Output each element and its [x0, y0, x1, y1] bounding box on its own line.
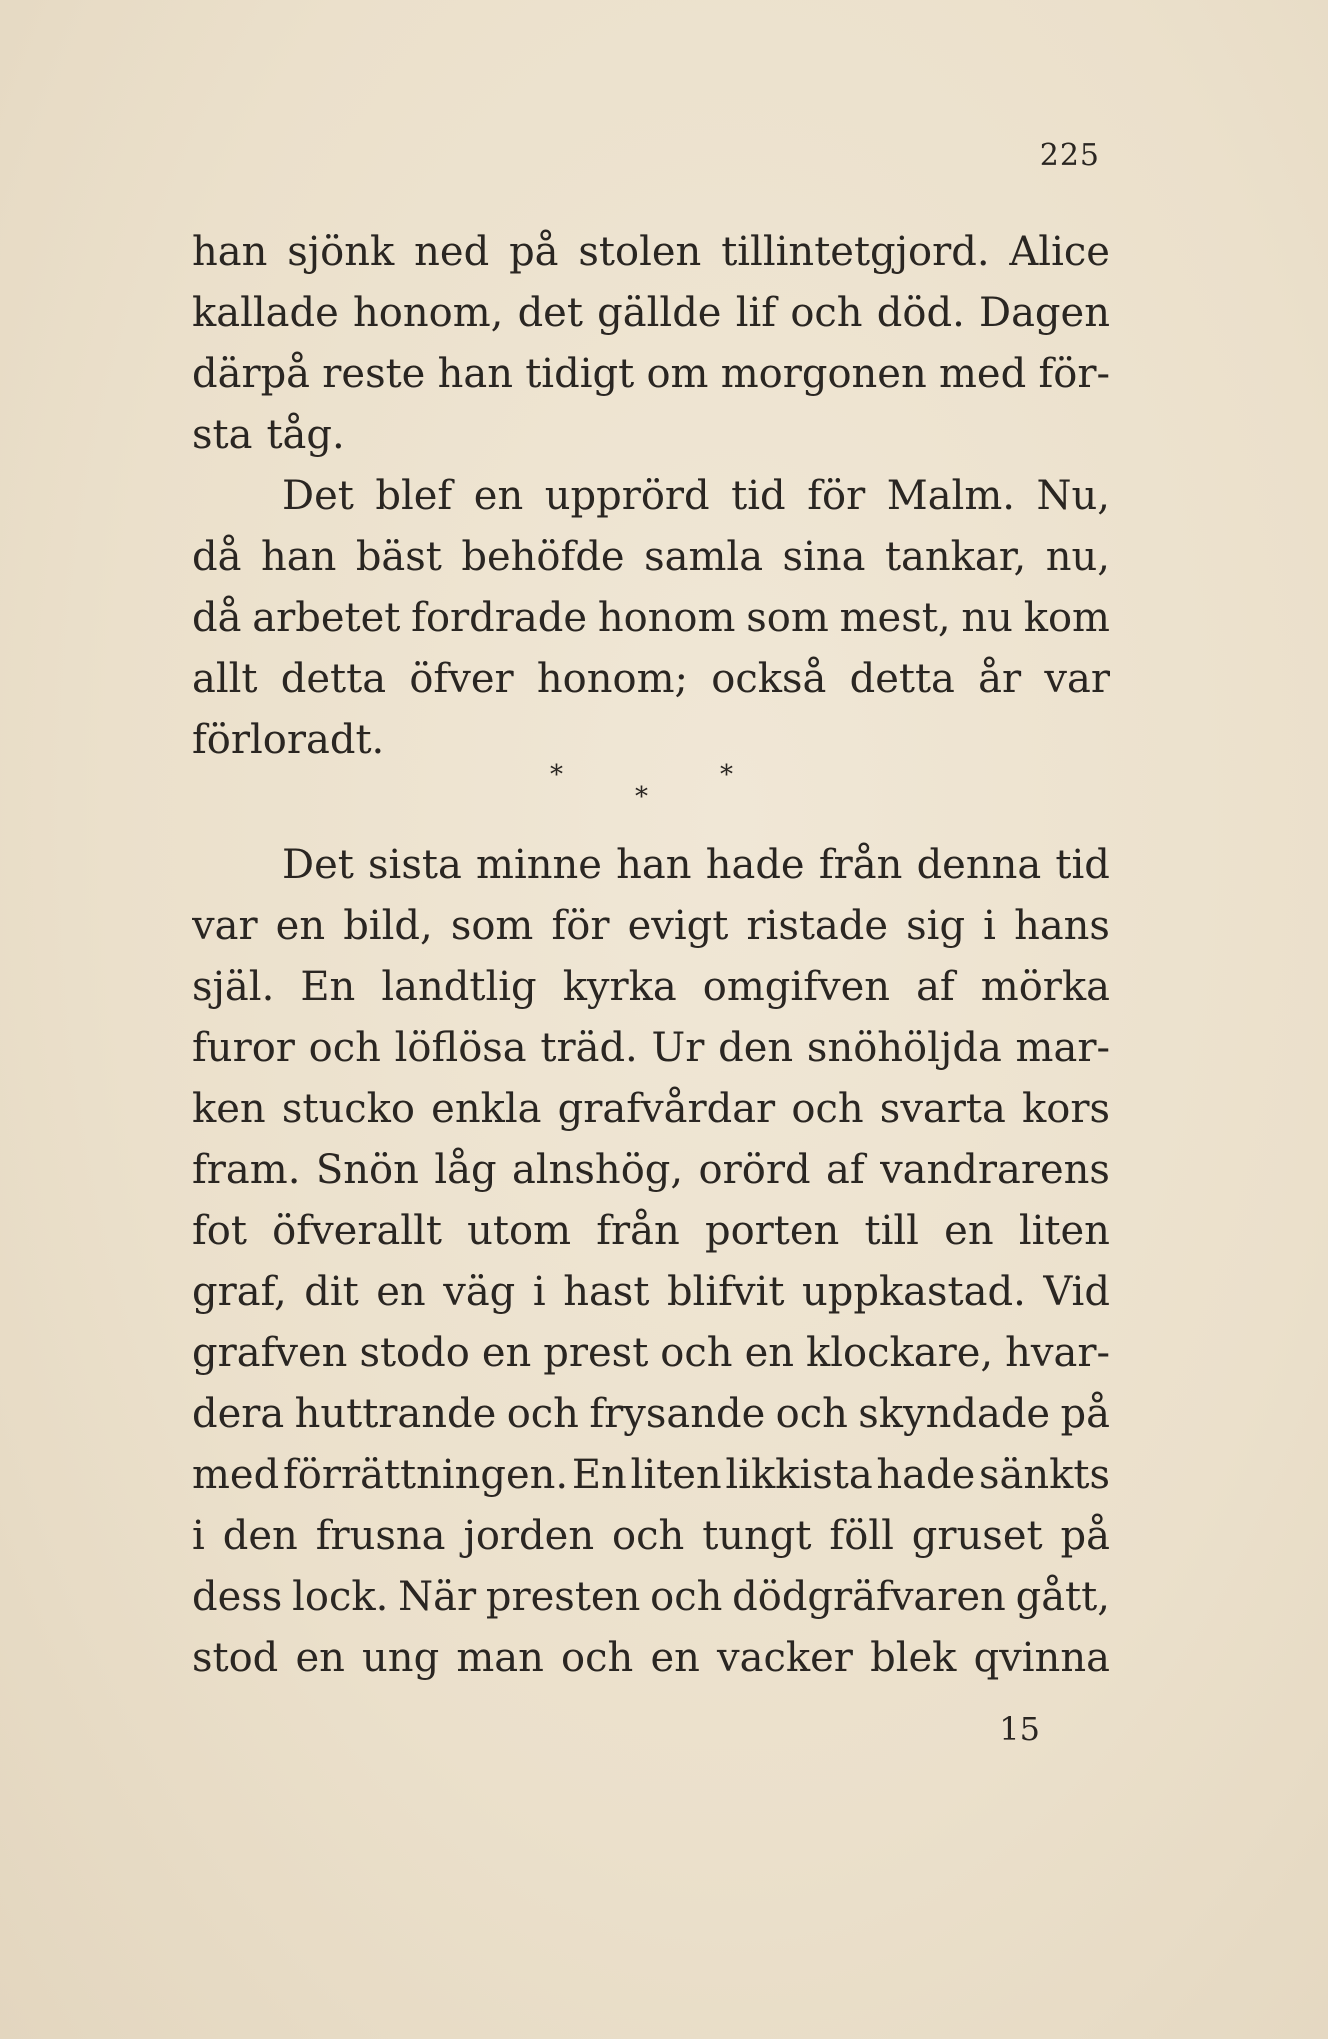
text-block-lower: [192, 835, 1110, 1689]
text-line: sta tåg.: [192, 412, 345, 458]
paragraph: [192, 466, 1110, 771]
text-line: Det sista minne han hade från denna tid: [282, 842, 1110, 888]
paragraph: [192, 222, 1110, 466]
paragraph: [192, 835, 1110, 1689]
text-line: var en bild, som för evigt ristade sig i hans: [192, 903, 1110, 949]
text-line: allt detta öfver honom; också detta år var: [192, 656, 1110, 702]
text-line: därpå reste han tidigt om morgonen med för-: [192, 351, 1110, 397]
text-line: furor och löflösa träd. Ur den snöhöljda mar-: [192, 1025, 1110, 1071]
text-line: i den frusna jorden och tungt föll gruset på: [192, 1513, 1110, 1559]
section-separator: [530, 760, 760, 830]
text-line: då han bäst behöfde samla sina tankar, nu,: [192, 534, 1110, 580]
text-line: dera huttrande och frysande och skyndade på: [192, 1391, 1110, 1437]
text-line: fram. Snön låg alnshög, orörd af vandrarens: [192, 1147, 1110, 1193]
text-line: graf, dit en väg i hast blifvit uppkastad. Vid: [192, 1269, 1110, 1315]
text-line: då arbetet fordrade honom som mest, nu kom: [192, 595, 1110, 641]
text-line: ken stucko enkla grafvårdar och svarta kors: [192, 1086, 1110, 1132]
text-line: själ. En landtlig kyrka omgifven af mörka: [192, 964, 1110, 1010]
text-block-upper: [192, 222, 1110, 771]
text-line: förloradt.: [192, 717, 385, 763]
text-line: dess lock. När presten och dödgräfvaren gått,: [192, 1574, 1110, 1620]
text-line: Det blef en upprörd tid för Malm. Nu,: [282, 473, 1110, 519]
asterisk: *: [720, 760, 733, 790]
text-line: grafven stodo en prest och en klockare, hvar-: [192, 1330, 1110, 1376]
signature-mark: 15: [999, 1710, 1040, 1748]
text-line: kallade honom, det gällde lif och död. Dagen: [192, 290, 1110, 336]
asterisk: *: [635, 782, 648, 812]
text-line: fot öfverallt utom från porten till en liten: [192, 1208, 1110, 1254]
asterisk: *: [550, 760, 563, 790]
text-line: med förrättningen. En liten likkista hade sänkts: [192, 1452, 1110, 1498]
page-number: 225: [1039, 138, 1100, 173]
text-line: stod en ung man och en vacker blek qvinna: [192, 1635, 1110, 1681]
text-line: han sjönk ned på stolen tillintetgjord. Alice: [192, 229, 1110, 275]
